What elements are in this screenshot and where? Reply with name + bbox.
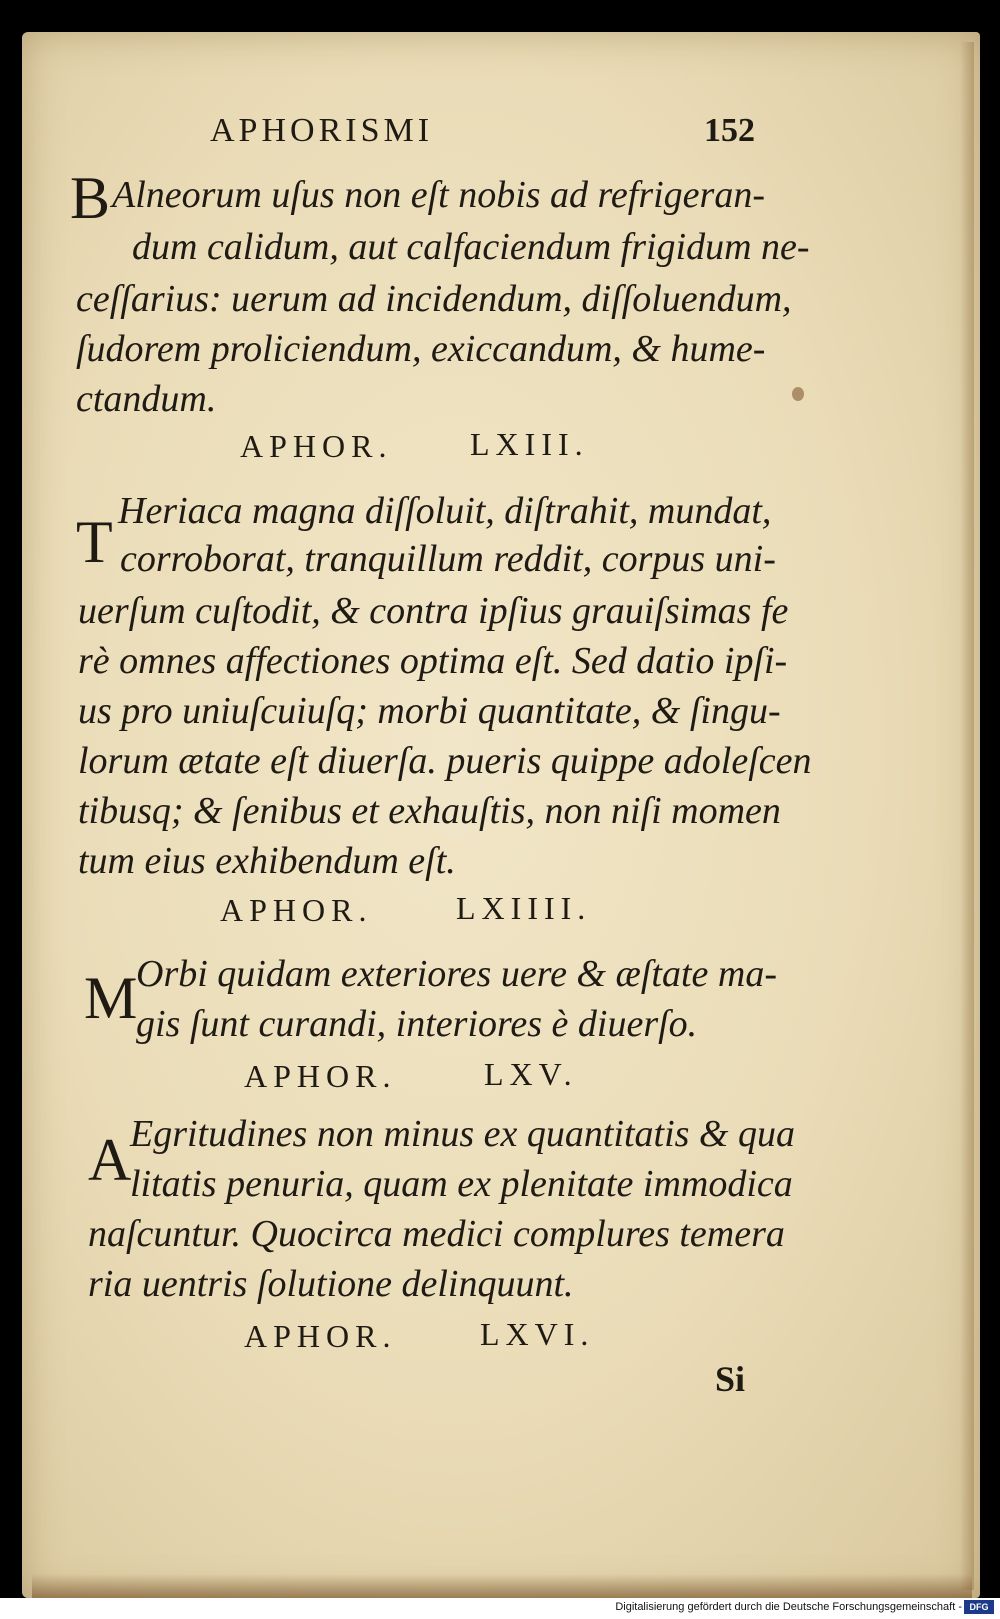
page-edge bbox=[960, 42, 974, 1590]
text-line: ria uentris ſolutione delinquunt. bbox=[88, 1263, 574, 1305]
heading-number: LXIII. bbox=[470, 426, 589, 462]
aphorism-heading bbox=[244, 1316, 595, 1355]
ink-stain bbox=[792, 387, 804, 401]
heading-label: APHOR. bbox=[220, 892, 373, 928]
text-line: ſudorem proliciendum, exiccandum, & hume- bbox=[76, 328, 766, 370]
aphorism-heading bbox=[244, 1056, 578, 1095]
heading-number: LXIIII. bbox=[456, 890, 592, 926]
heading-label: APHOR. bbox=[240, 428, 393, 464]
page-number: 152 bbox=[704, 112, 755, 149]
text-line: uerſum cuſtodit, & contra ipſius grauiſsimas fe bbox=[78, 590, 789, 632]
footer-credit: Digitalisierung gefördert durch die Deutsche Forschungsgemeinschaft - bbox=[615, 1601, 962, 1613]
aphorism-heading bbox=[240, 426, 589, 465]
drop-cap: T bbox=[76, 509, 113, 575]
text-line: Heriaca magna diſſoluit, diſtrahit, mundat, bbox=[118, 490, 772, 532]
catchword: Si bbox=[715, 1359, 746, 1399]
text-line: ctandum. bbox=[76, 378, 217, 420]
text-line: ceſſarius: uerum ad incidendum, diſſoluendum, bbox=[76, 278, 792, 320]
text-line: litatis penuria, quam ex plenitate immodica bbox=[130, 1163, 793, 1205]
drop-cap: B bbox=[70, 165, 111, 231]
text-line: tum eius exhibendum eſt. bbox=[78, 840, 456, 882]
text-line: lorum ætate eſt diuerſa. pueris quippe adoleſcen bbox=[78, 740, 812, 782]
running-title: APHORISMI bbox=[210, 112, 434, 149]
text-line: rè omnes affectiones optima eſt. Sed datio ipſi- bbox=[78, 640, 788, 682]
heading-number: LXVI. bbox=[480, 1316, 595, 1352]
heading-label: APHOR. bbox=[244, 1318, 397, 1354]
heading-label: APHOR. bbox=[244, 1058, 397, 1094]
text-line: tibusq; & ſenibus et exhauſtis, non niſi momen bbox=[78, 790, 781, 832]
aphorism-heading bbox=[220, 890, 592, 929]
page-edge-bottom bbox=[32, 1574, 972, 1598]
text-line: corroborat, tranquillum reddit, corpus uni- bbox=[120, 538, 776, 580]
text-line: us pro uniuſcuiuſq; morbi quantitate, & ſingu- bbox=[78, 690, 781, 732]
drop-cap: M bbox=[84, 965, 138, 1031]
text-line: Orbi quidam exteriores uere & æſtate ma- bbox=[136, 953, 777, 995]
text-line: naſcuntur. Quocirca medici complures temera bbox=[88, 1213, 785, 1255]
text-line: Alneorum uſus non eſt nobis ad refrigeran- bbox=[112, 174, 765, 216]
drop-cap: A bbox=[88, 1127, 132, 1193]
text-line: dum calidum, aut calfaciendum frigidum ne- bbox=[132, 226, 810, 268]
dfg-logo: DFG bbox=[964, 1600, 994, 1614]
heading-number: LXV. bbox=[484, 1056, 578, 1092]
page-header bbox=[210, 112, 755, 160]
text-line: gis ſunt curandi, interiores è diuerſo. bbox=[136, 1003, 698, 1045]
text-line: Egritudines non minus ex quantitatis & qua bbox=[130, 1113, 795, 1155]
